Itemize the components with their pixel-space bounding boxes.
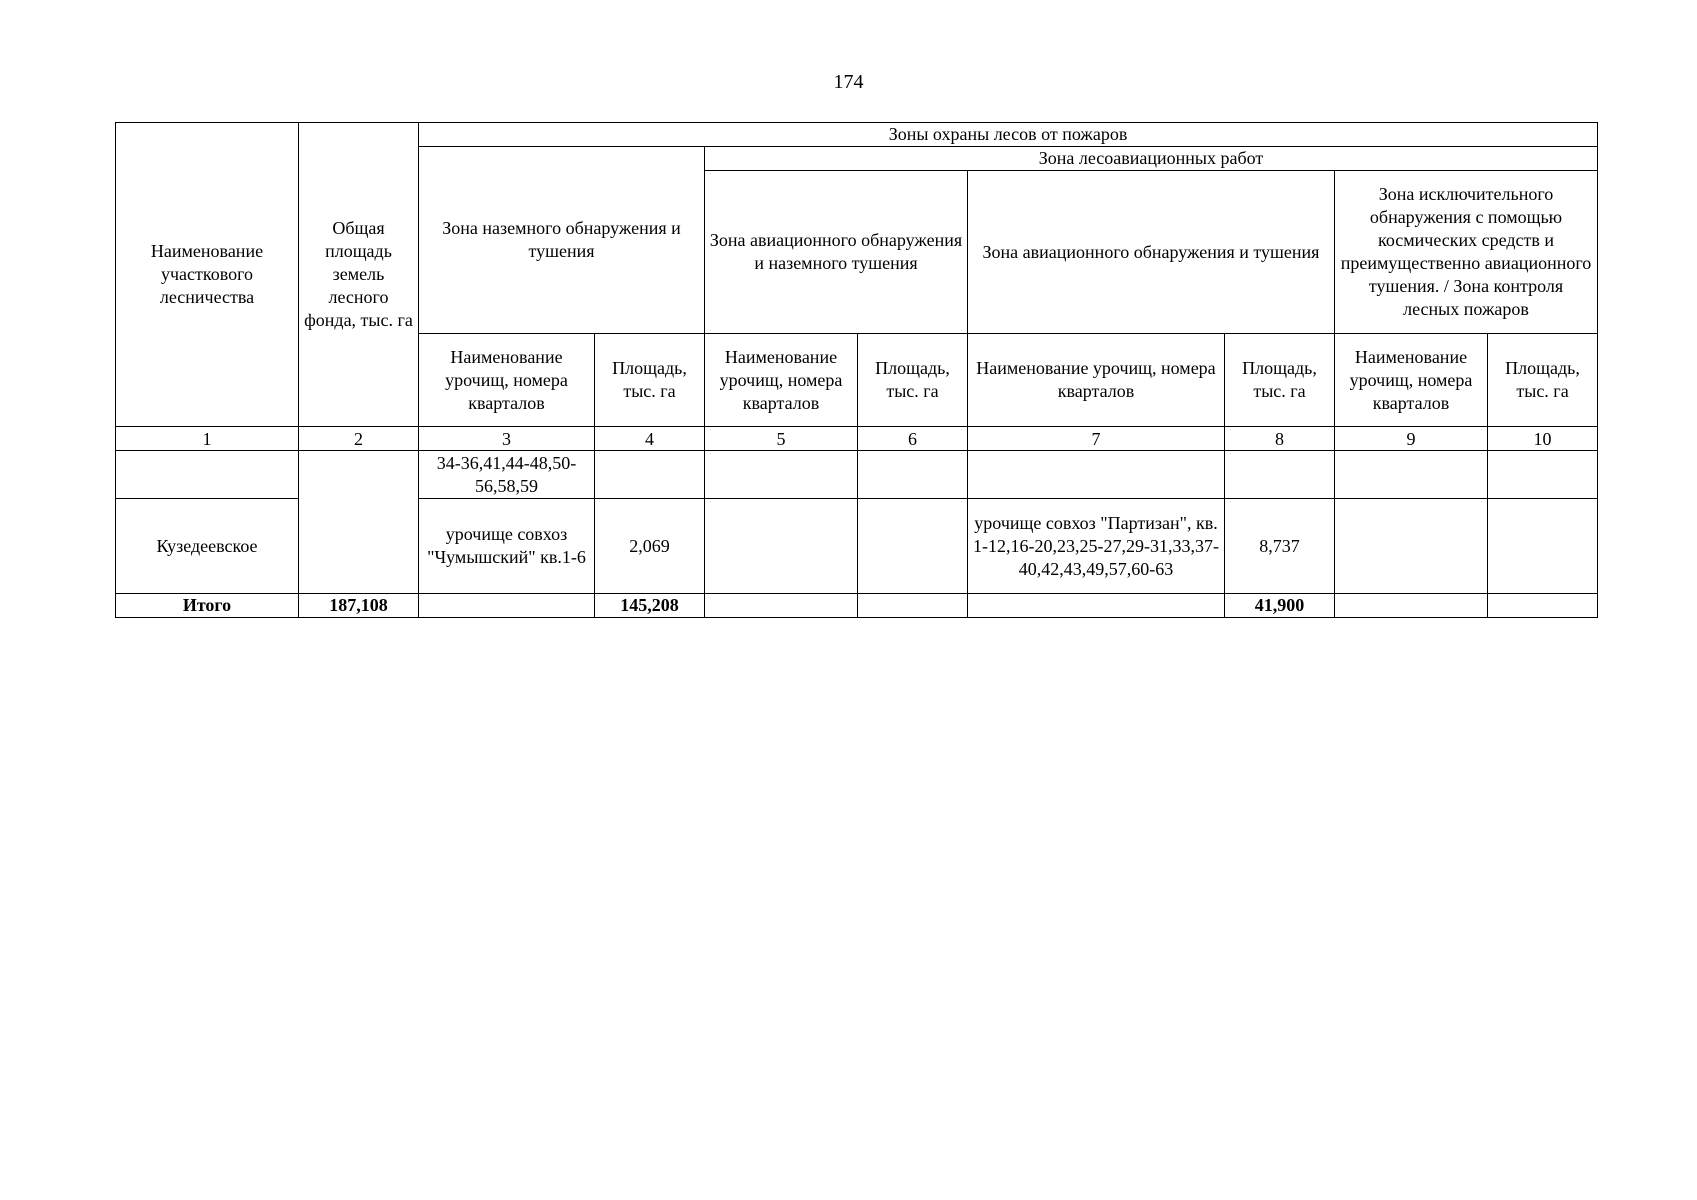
header-sub-name-9: Наименование урочищ, номера кварталов xyxy=(1335,334,1488,427)
empty-cell xyxy=(419,594,595,618)
empty-cell xyxy=(858,594,968,618)
aviation-area-cell: 8,737 xyxy=(1225,499,1335,594)
empty-cell xyxy=(1335,451,1488,499)
fire-protection-zones-table xyxy=(115,122,1598,618)
empty-cell xyxy=(705,499,858,594)
empty-cell xyxy=(968,451,1225,499)
empty-cell xyxy=(1488,451,1598,499)
page-number: 174 xyxy=(833,71,864,93)
column-number: 5 xyxy=(705,427,858,451)
empty-cell xyxy=(1488,594,1598,618)
total-area-value: 187,108 xyxy=(299,594,419,618)
column-number: 8 xyxy=(1225,427,1335,451)
header-sub-name-3: Наименование урочищ, номера кварталов xyxy=(419,334,595,427)
column-numbers-row xyxy=(116,427,1598,451)
header-aviation-zone: Зона авиационного обнаружения и тушения xyxy=(968,171,1335,334)
header-row-1 xyxy=(116,123,1598,147)
empty-cell xyxy=(858,451,968,499)
district-cell xyxy=(116,451,299,499)
table-row xyxy=(116,451,1598,499)
empty-cell xyxy=(858,499,968,594)
total-label: Итого xyxy=(116,594,299,618)
total-area-cell xyxy=(299,451,419,594)
header-sub-name-7: Наименование урочищ, номера кварталов xyxy=(968,334,1225,427)
header-ground-zone: Зона наземного обнаружения и тушения xyxy=(419,147,705,334)
ground-names-cell: 34-36,41,44-48,50-56,58,59 xyxy=(419,451,595,499)
header-aviation-works: Зона лесоавиационных работ xyxy=(705,147,1598,171)
header-sub-area-8: Площадь, тыс. га xyxy=(1225,334,1335,427)
header-aviation-ground-zone: Зона авиационного обнаружения и наземного тушения xyxy=(705,171,968,334)
empty-cell xyxy=(1488,499,1598,594)
header-total-area: Общая площадь земель лесного фонда, тыс. га xyxy=(299,123,419,427)
empty-cell xyxy=(1225,451,1335,499)
empty-cell xyxy=(705,451,858,499)
total-aviation-area: 41,900 xyxy=(1225,594,1335,618)
empty-cell xyxy=(968,594,1225,618)
empty-cell xyxy=(1335,594,1488,618)
header-sub-area-6: Площадь, тыс. га xyxy=(858,334,968,427)
column-number: 4 xyxy=(595,427,705,451)
empty-cell xyxy=(1335,499,1488,594)
aviation-names-cell: урочище совхоз "Партизан", кв. 1-12,16-20,23,25-27,29-31,33,37-40,42,43,49,57,60-63 xyxy=(968,499,1225,594)
column-number: 9 xyxy=(1335,427,1488,451)
header-district: Наименование участкового лесничества xyxy=(116,123,299,427)
header-sub-name-5: Наименование урочищ, номера кварталов xyxy=(705,334,858,427)
total-row xyxy=(116,594,1598,618)
header-space-zone: Зона исключительного обнаружения с помощью космических средств и преимущественно авиационного тушения. / Зона контроля лесных пожаров xyxy=(1335,171,1598,334)
column-number: 10 xyxy=(1488,427,1598,451)
ground-area-cell: 2,069 xyxy=(595,499,705,594)
column-number: 6 xyxy=(858,427,968,451)
total-ground-area: 145,208 xyxy=(595,594,705,618)
column-number: 1 xyxy=(116,427,299,451)
ground-names-cell: урочище совхоз "Чумышский" кв.1-6 xyxy=(419,499,595,594)
header-zones-title: Зоны охраны лесов от пожаров xyxy=(419,123,1598,147)
district-cell: Кузедеевское xyxy=(116,499,299,594)
column-number: 3 xyxy=(419,427,595,451)
header-sub-area-4: Площадь, тыс. га xyxy=(595,334,705,427)
header-sub-area-10: Площадь, тыс. га xyxy=(1488,334,1598,427)
empty-cell xyxy=(705,594,858,618)
column-number: 7 xyxy=(968,427,1225,451)
empty-cell xyxy=(595,451,705,499)
column-number: 2 xyxy=(299,427,419,451)
